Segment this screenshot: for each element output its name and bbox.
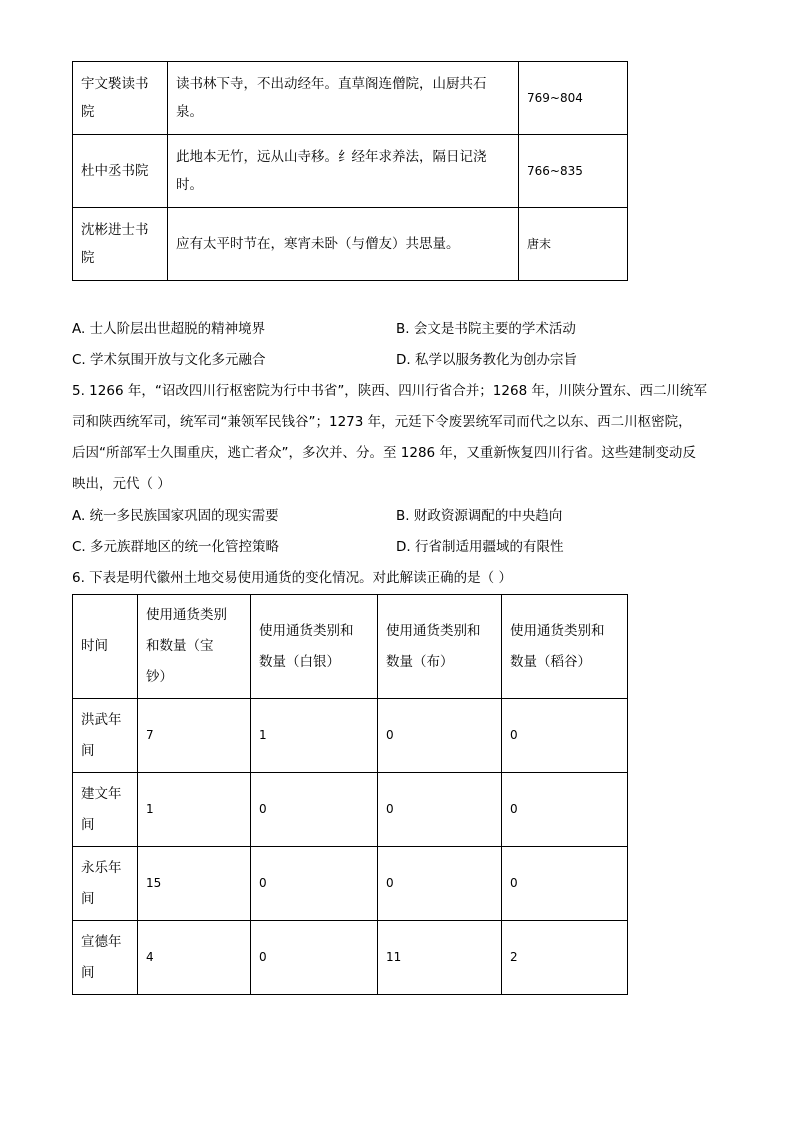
date-cell: 766~835 (519, 135, 628, 208)
q4-option-d: D. 私学以服务教化为创办宗旨 (396, 352, 577, 368)
grain-cell: 0 (502, 773, 628, 847)
cell-text: 沈彬进士书 (81, 222, 149, 238)
header-text: 钞） (146, 669, 173, 685)
cloth-cell: 11 (378, 921, 502, 995)
header-text: 使用通货类别 (146, 607, 227, 623)
header-text: 数量（稻谷） (510, 653, 591, 670)
cell-text: 永乐年 (81, 859, 122, 876)
q5-stem-line: 后因“所部军士久围重庆，逃亡者众”，多次并、分。至 1286 年，又重新恢复四川行省。这些建制变动反 (72, 445, 696, 461)
q5-option-d: D. 行省制适用疆域的有限性 (396, 539, 564, 555)
cell-text: 时。 (176, 177, 203, 193)
grain-cell: 0 (502, 699, 628, 773)
period-cell (73, 847, 138, 921)
table-row (73, 921, 628, 995)
cell-text: 宣德年 (81, 933, 122, 950)
academy-name-cell (73, 62, 168, 135)
poem-cell: 应有太平时节在，寒宵未卧（与僧友）共思量。 (168, 208, 519, 281)
cell-text: 泉。 (176, 104, 203, 120)
grain-cell: 2 (502, 921, 628, 995)
silver-cell: 0 (251, 921, 378, 995)
cell-text: 洪武年 (81, 711, 122, 728)
cell-text: 此地本无竹，远从山寺移。纟经年求养法，隔日记浇 (176, 149, 487, 165)
poem-cell (168, 62, 519, 135)
academy-name-cell (73, 208, 168, 281)
header-time: 时间 (73, 595, 138, 699)
cloth-cell: 0 (378, 847, 502, 921)
cell-text: 间 (81, 964, 95, 981)
table-row (73, 699, 628, 773)
q5-option-b: B. 财政资源调配的中央趋向 (396, 508, 563, 524)
table-row (73, 135, 628, 208)
q4-option-c: C. 学术氛围开放与文化多元融合 (72, 352, 266, 368)
cell-text: 间 (81, 890, 95, 907)
period-cell (73, 921, 138, 995)
period-cell (73, 773, 138, 847)
header-baochao (138, 595, 251, 699)
q4-option-b: B. 会文是书院主要的学术活动 (396, 321, 576, 337)
baochao-cell: 1 (138, 773, 251, 847)
header-silver (251, 595, 378, 699)
date-cell: 769~804 (519, 62, 628, 135)
cell-text: 院 (81, 104, 95, 120)
cloth-cell: 0 (378, 773, 502, 847)
header-cloth (378, 595, 502, 699)
q5-option-c: C. 多元族群地区的统一化管控策略 (72, 539, 280, 555)
baochao-cell: 15 (138, 847, 251, 921)
cell-text: 间 (81, 816, 95, 833)
header-text: 和数量（宝 (146, 638, 214, 654)
period-cell (73, 699, 138, 773)
header-grain (502, 595, 628, 699)
silver-cell: 0 (251, 773, 378, 847)
silver-cell: 0 (251, 847, 378, 921)
header-text: 使用通货类别和 (386, 622, 481, 639)
poem-cell (168, 135, 519, 208)
table-header-row (73, 595, 628, 699)
q5-stem-line: 映出，元代（ ） (72, 476, 171, 492)
header-text: 使用通货类别和 (510, 622, 605, 639)
header-text: 数量（布） (386, 653, 454, 670)
table-row (73, 847, 628, 921)
table-row (73, 773, 628, 847)
header-text: 数量（白银） (259, 653, 340, 670)
q4-option-a: A. 士人阶层出世超脱的精神境界 (72, 321, 266, 337)
cell-text: 院 (81, 250, 95, 266)
silver-cell: 1 (251, 699, 378, 773)
cell-text: 读书林下寺，不出动经年。直草阁连僧院，山厨共石 (176, 76, 487, 92)
baochao-cell: 7 (138, 699, 251, 773)
date-cell: 唐末 (519, 208, 628, 281)
q5-option-a: A. 统一多民族国家巩固的现实需要 (72, 508, 279, 524)
table-row (73, 62, 628, 135)
header-text: 使用通货类别和 (259, 622, 354, 639)
grain-cell: 0 (502, 847, 628, 921)
q6-stem: 6. 下表是明代徽州土地交易使用通货的变化情况。对此解读正确的是（ ） (72, 570, 512, 586)
q5-stem-line: 司和陕西统军司，统军司“兼领军民钱谷”；1273 年，元廷下令废罢统军司而代之以东、西二川枢密院， (72, 414, 692, 430)
cell-text: 间 (81, 742, 95, 759)
academy-poem-table (72, 61, 628, 281)
q5-stem-line: 5. 1266 年，“诏改四川行枢密院为行中书省”，陕西、四川行省合并；1268 年，川陕分置东、西二川统军 (72, 383, 707, 399)
currency-table (72, 594, 628, 995)
cell-text: 宇文褧读书 (81, 76, 149, 92)
table-row (73, 208, 628, 281)
baochao-cell: 4 (138, 921, 251, 995)
cell-text: 建文年 (81, 785, 122, 802)
cloth-cell: 0 (378, 699, 502, 773)
academy-name-cell: 杜中丞书院 (73, 135, 168, 208)
